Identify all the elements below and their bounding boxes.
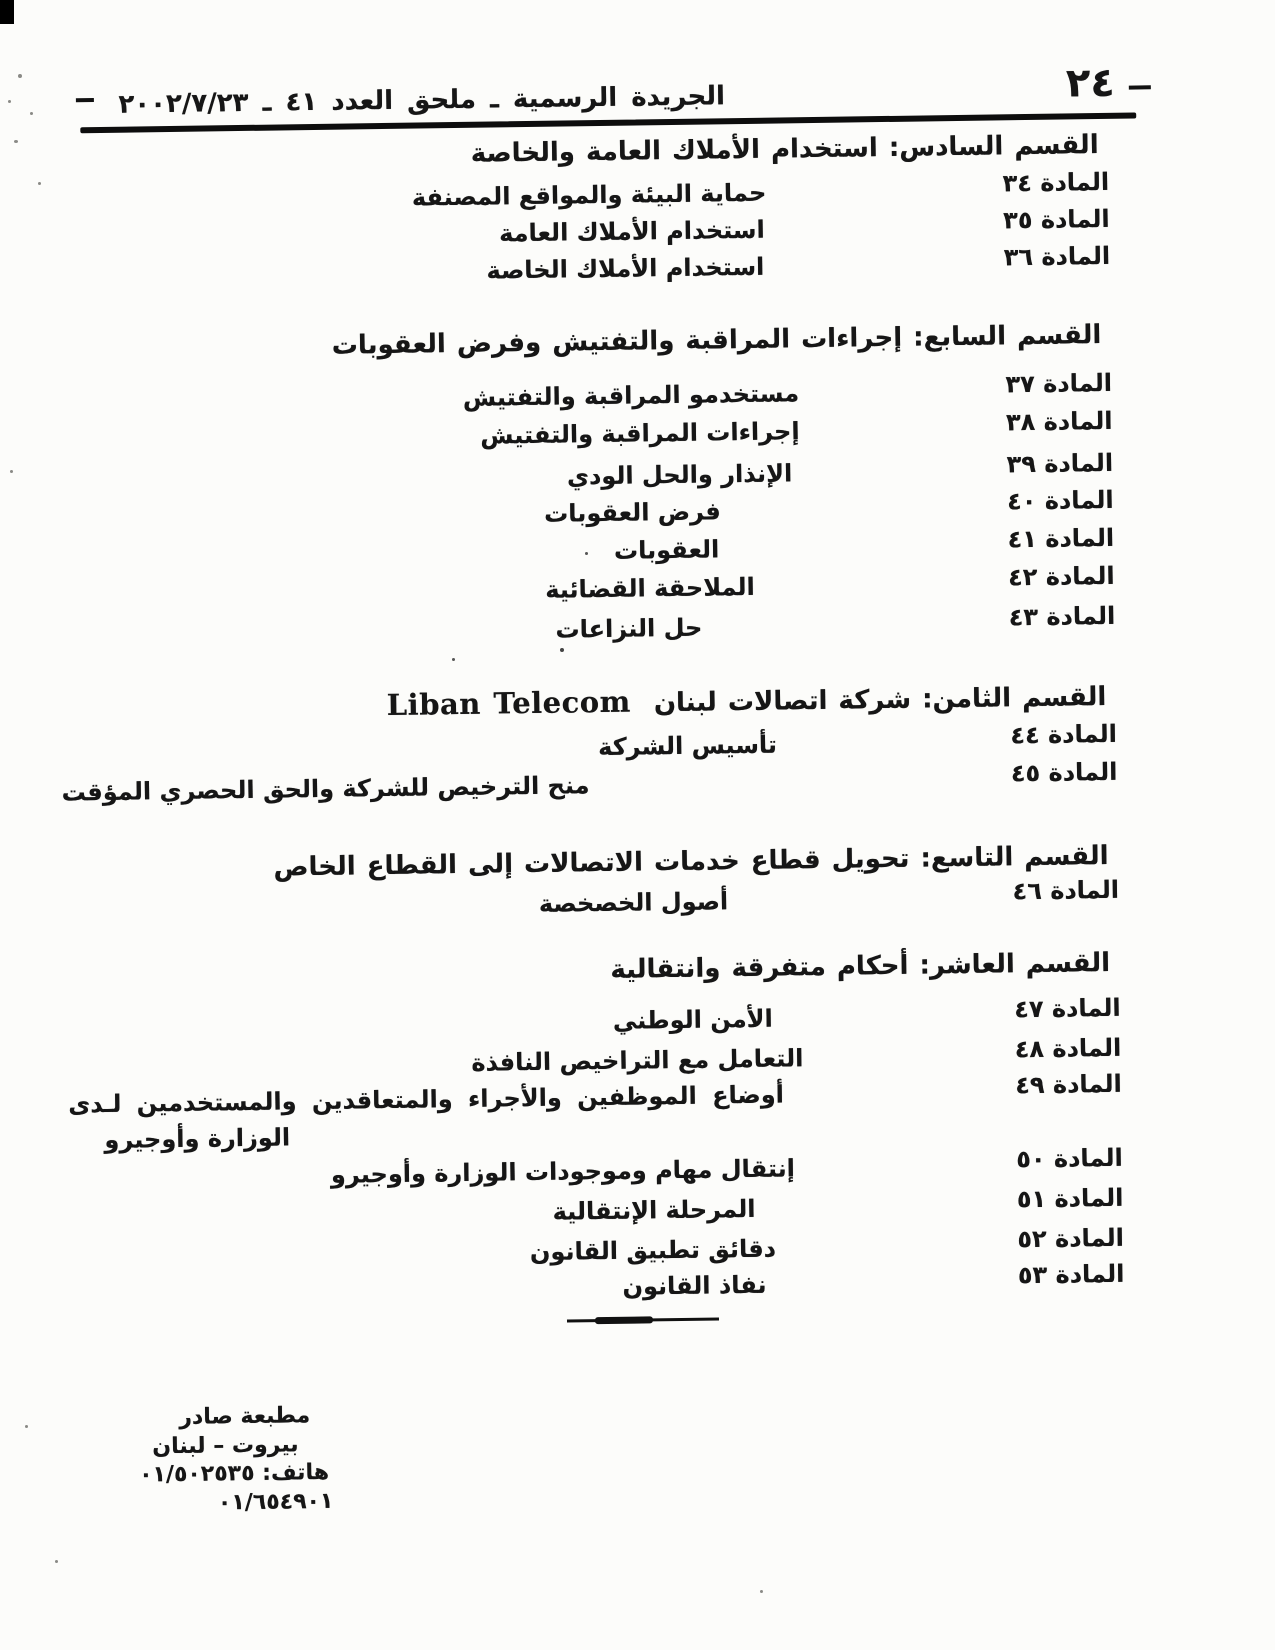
article-number: المادة ٣٧: [1005, 368, 1113, 399]
article-title: دقائق تطبيق القانون: [529, 1234, 777, 1267]
article-number: المادة ٤٢: [1007, 561, 1115, 592]
article-title: إنتقال مهام وموجودات الوزارة وأوجيرو: [330, 1154, 796, 1189]
printer-block: [138, 1402, 333, 1519]
article-number: المادة ٥٠: [1016, 1143, 1123, 1174]
article-title: تأسيس الشركة: [597, 730, 778, 762]
article-title: الإنذار والحل الودي: [566, 459, 793, 491]
article-number: المادة ٣٨: [1005, 406, 1113, 437]
article-title: حل النزاعات: [555, 613, 703, 644]
article-number: المادة ٣٦: [1003, 241, 1111, 272]
article-number: المادة ٣٥: [1002, 204, 1110, 235]
article-number: المادة ٤٥: [1010, 757, 1118, 788]
article-title: استخدام الأملاك الخاصة: [486, 252, 765, 285]
article-number: المادة ٥٣: [1017, 1259, 1125, 1290]
section-heading-8: [387, 678, 1107, 722]
article-title: حماية البيئة والمواقع المصنفة: [411, 178, 767, 212]
section-heading-8-arabic: القسم الثامن: شركة اتصالات لبنان: [653, 681, 1107, 719]
article-title: مستخدمو المراقبة والتفتيش: [462, 379, 800, 412]
article-number: المادة ٣٩: [1006, 448, 1114, 479]
article-number: المادة ٥١: [1016, 1183, 1124, 1214]
printer-location: بيروت – لبنان: [152, 1431, 299, 1459]
article-number: المادة ٤٧: [1014, 993, 1121, 1024]
article-row-46: [11, 873, 1275, 927]
page-number: ٢٤: [1065, 59, 1116, 107]
printer-name: مطبعة صادر: [179, 1403, 311, 1430]
article-title: العقوبات: [613, 535, 720, 565]
article-title: استخدام الأملاك العامة: [498, 215, 765, 248]
article-number: المادة ٤٤: [1010, 719, 1118, 750]
article-title: أصول الخصخصة: [538, 887, 729, 918]
article-title: فرض العقوبات: [543, 497, 721, 528]
printer-phone-1: هاتف: ٠١/٥٠٢٥٣٥: [138, 1459, 330, 1488]
section-heading-9: القسم التاسع: تحويل قطاع خدمات الاتصالات إلى القطاع الخاص: [273, 840, 1109, 883]
end-divider-blob: [595, 1316, 653, 1324]
section-heading-10: القسم العاشر: أحكام متفرقة وانتقالية: [610, 947, 1111, 985]
masthead-title: الجريدة الرسمية ـ ملحق العدد ٤١ ـ ٢٠٠٢/٧/٢٣: [118, 81, 726, 120]
article-number: المادة ٥٢: [1017, 1223, 1125, 1254]
article-number: المادة ٤١: [1007, 523, 1115, 554]
section-heading-7: القسم السابع: إجراءات المراقبة والتفتيش وفرض العقوبات: [331, 320, 1102, 361]
article-title: أوضاع الموظفين والأجراء والمتعاقدين والمستخدمين لـدى: [68, 1080, 785, 1119]
article-title: إجراءات المراقبة والتفتيش: [480, 417, 800, 450]
margin-tick-left: [76, 98, 94, 102]
article-title: منح الترخيص للشركة والحق الحصري المؤقت: [61, 771, 590, 807]
article-number: المادة ٣٤: [1002, 167, 1110, 198]
article-title: الأمن الوطني: [612, 1004, 773, 1035]
section-heading-6: القسم السادس: استخدام الأملاك العامة والخاصة: [470, 130, 1099, 169]
article-title: نفاذ القانون: [622, 1270, 767, 1301]
printer-phone-2: ٠١/٦٥٤٩٠١: [217, 1488, 334, 1515]
article-title: المرحلة الإنتقالية: [552, 1194, 756, 1226]
article-title: الملاحقة القضائية: [545, 572, 755, 604]
section-heading-8-latin: Liban Telecom: [386, 684, 632, 723]
article-title-line2: الوزارة وأوجيرو: [104, 1123, 291, 1155]
article-number: المادة ٤٠: [1006, 485, 1114, 516]
article-number: المادة ٤٩: [1015, 1069, 1122, 1100]
article-number: المادة ٤٦: [1012, 875, 1120, 906]
article-number: المادة ٤٣: [1008, 601, 1116, 632]
article-number: المادة ٤٨: [1014, 1033, 1122, 1064]
margin-tick-right: [1129, 85, 1151, 89]
article-title: التعامل مع التراخيص النافذة: [471, 1044, 804, 1077]
